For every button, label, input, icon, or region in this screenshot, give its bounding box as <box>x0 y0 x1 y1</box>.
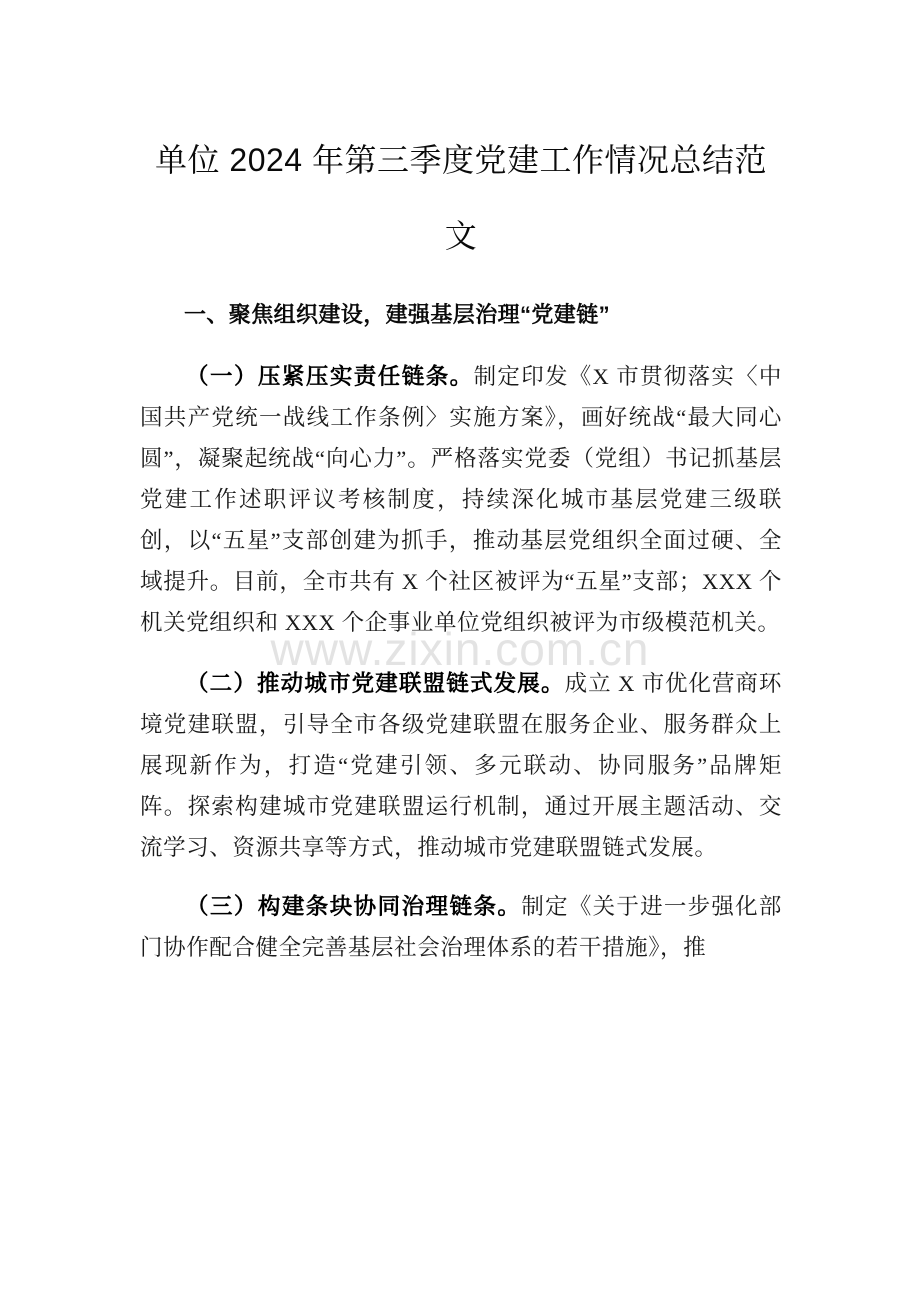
paragraph-1-body: 制定印发《X 市贯彻落实〈中国共产党统一战线工作条例〉实施方案》，画好统战“最大同心圆”，凝聚起统战“向心力”。严格落实党委（党组）书记抓基层党建工作述职评议考核制度，持续深化城市基层党建三级联创，以“五星”支部创建为抓手，推动基层党组织全面过硬、全域提升。目前，全市共有 X 个社区被评为“五星”支部；XXX 个机关党组织和 XXX 个企事业单位党组织被评为市级模范机关。 <box>140 364 782 635</box>
paragraph-1 <box>140 336 782 643</box>
paragraph-3-lead: （三）构建条块协同治理链条。 <box>186 894 522 919</box>
page-title: 单位 2024 年第三季度党建工作情况总结范文 <box>155 142 767 254</box>
paragraph-3 <box>140 868 782 968</box>
paragraph-3-body: 制定《关于进一步强化部门协作配合健全完善基层社会治理体系的若干措施》，推 <box>140 894 782 960</box>
document-content <box>140 0 782 968</box>
paragraph-2 <box>140 643 782 868</box>
section-heading-1: 一、聚焦组织建设，建强基层治理“党建链” <box>184 302 611 327</box>
paragraph-2-lead: （二）推动城市党建联盟链式发展。 <box>186 671 565 696</box>
paragraph-2-body: 成立 X 市优化营商环境党建联盟，引导全市各级党建联盟在服务企业、服务群众上展现新作为，打造“党建引领、多元联动、协同服务”品牌矩阵。探索构建城市党建联盟运行机制，通过开展主题活动、交流学习、资源共享等方式，推动城市党建联盟链式发展。 <box>140 671 782 860</box>
watermark-text: www.zixin.com.cn <box>270 623 650 675</box>
paragraph-1-lead: （一）压紧压实责任链条。 <box>186 364 474 389</box>
